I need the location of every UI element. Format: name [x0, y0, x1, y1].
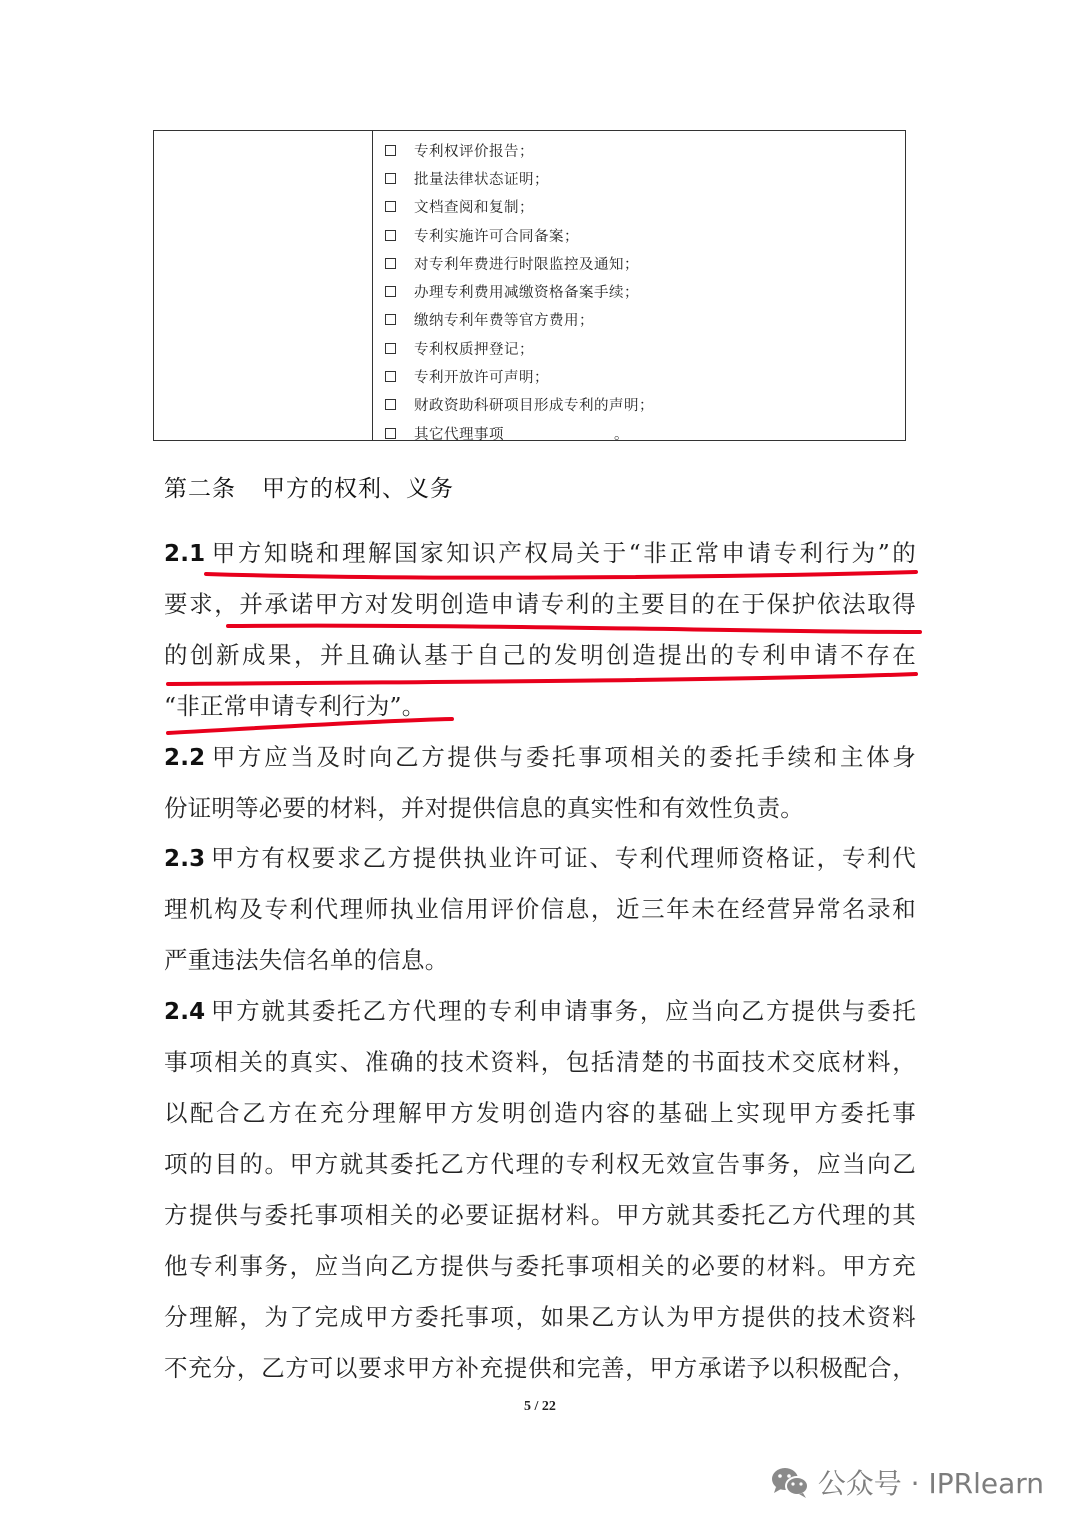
clause-line: 2.3 甲方有权要求乙方提供执业许可证、专利代理师资格证，专利代 — [164, 844, 916, 872]
option-label: 专利权质押登记； — [414, 341, 534, 358]
clause-line: 严重违法失信名单的信息。 — [164, 946, 449, 974]
option-item — [373, 193, 905, 221]
options-list — [373, 131, 905, 443]
clause-2-4 — [164, 986, 916, 1394]
clause-line: 事项相关的真实、准确的技术资料，包括清楚的书面技术交底材料， — [164, 1048, 916, 1076]
option-item — [373, 277, 905, 305]
fill-in-blank[interactable] — [506, 425, 612, 441]
clause-line: 份证明等必要的材料，并对提供信息的真实性和有效性负责。 — [164, 794, 804, 822]
option-label: 办理专利费用减缴资格备案手续； — [414, 285, 639, 302]
options-table-left-cell — [154, 131, 373, 440]
page-number: 5 / 22 — [524, 1399, 556, 1414]
option-label: 专利开放许可声明； — [414, 370, 549, 387]
option-item — [373, 334, 905, 362]
watermark — [770, 1462, 1044, 1502]
clause-line: 方提供与委托事项相关的必要证据材料。甲方就其委托乙方代理的其 — [164, 1201, 916, 1229]
option-item — [373, 221, 905, 249]
clause-line: 理机构及专利代理师执业信用评价信息，近三年未在经营异常名录和 — [164, 895, 916, 923]
clause-line: 项的目的。甲方就其委托乙方代理的专利权无效宣告事务，应当向乙 — [164, 1150, 916, 1178]
checkbox[interactable] — [385, 314, 396, 325]
wechat-icon — [770, 1465, 810, 1499]
option-label: 专利实施许可合同备案； — [414, 228, 579, 245]
section-heading — [164, 470, 454, 503]
section-number: 第二条 — [164, 476, 236, 502]
clause-number: 2.1 — [164, 541, 206, 567]
clause-number: 2.2 — [164, 745, 206, 771]
clause-line: 的创新成果，并且确认基于自己的发明创造提出的专利申请不存在 — [164, 641, 916, 669]
clause-line: 以配合乙方在充分理解甲方发明创造内容的基础上实现甲方委托事 — [164, 1099, 916, 1127]
option-label: 文档查阅和复制； — [414, 200, 534, 217]
option-item — [373, 362, 905, 390]
clause-line: 他专利事务，应当向乙方提供与委托事项相关的必要的材料。甲方充 — [164, 1252, 916, 1280]
clause-line: 2.1 甲方知晓和理解国家知识产权局关于“非正常申请专利行为”的 — [164, 539, 916, 567]
option-item — [373, 249, 905, 277]
option-label: 缴纳专利年费等官方费用； — [414, 313, 594, 330]
checkbox[interactable] — [385, 428, 396, 439]
clause-number: 2.4 — [164, 999, 206, 1025]
watermark-text: 公众号 · IPRlearn — [817, 1467, 1044, 1500]
option-item — [373, 136, 905, 164]
clause-line: 2.4 甲方就其委托乙方代理的专利申请事务，应当向乙方提供与委托 — [164, 997, 916, 1025]
clause-line: 不充分，乙方可以要求甲方补充提供和完善，甲方承诺予以积极配合， — [164, 1354, 916, 1382]
clause-line: “非正常申请专利行为”。 — [164, 692, 426, 720]
clause-number: 2.3 — [164, 846, 206, 872]
checkbox[interactable] — [385, 371, 396, 382]
checkbox[interactable] — [385, 145, 396, 156]
checkbox[interactable] — [385, 173, 396, 184]
checkbox[interactable] — [385, 286, 396, 297]
option-suffix: 。 — [614, 426, 629, 443]
clause-line: 2.2 甲方应当及时向乙方提供与委托事项相关的委托手续和主体身 — [164, 743, 916, 771]
clause-2-1 — [164, 528, 916, 732]
option-label: 对专利年费进行时限监控及通知； — [414, 256, 639, 273]
checkbox[interactable] — [385, 230, 396, 241]
clause-2-2 — [164, 732, 916, 834]
option-item — [373, 164, 905, 192]
checkbox[interactable] — [385, 201, 396, 212]
checkbox[interactable] — [385, 258, 396, 269]
clause-line: 要求，并承诺甲方对发明创造申请专利的主要目的在于保护依法取得 — [164, 590, 916, 618]
option-item-other — [373, 419, 905, 447]
section-title: 甲方的权利、义务 — [262, 476, 454, 502]
option-label: 其它代理事项 — [414, 426, 504, 443]
option-item — [373, 306, 905, 334]
checkbox[interactable] — [385, 343, 396, 354]
options-table — [153, 130, 906, 441]
checkbox[interactable] — [385, 399, 396, 410]
option-label: 批量法律状态证明； — [414, 171, 549, 188]
option-item — [373, 391, 905, 419]
option-label: 专利权评价报告； — [414, 143, 534, 160]
clause-line: 分理解，为了完成甲方委托事项，如果乙方认为甲方提供的技术资料 — [164, 1303, 916, 1331]
option-label: 财政资助科研项目形成专利的声明； — [414, 398, 654, 415]
clause-2-3 — [164, 833, 916, 986]
